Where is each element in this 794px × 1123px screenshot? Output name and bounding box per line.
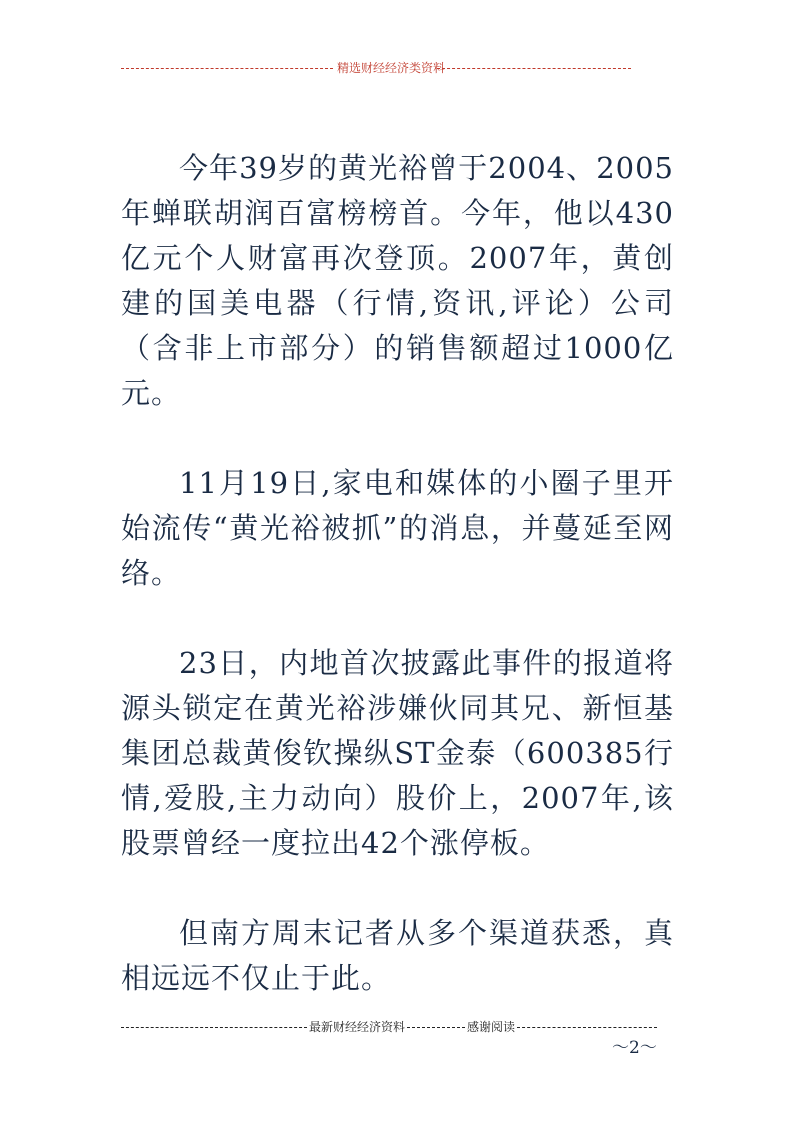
paragraph-1: 今年39岁的黄光裕曾于2004、2005年蝉联胡润百富榜榜首。今年，他以430亿元个人财富再次登顶。2007年，黄创建的国美电器（行情,资讯,评论）公司（含非上市部分）的销售额超过1000亿元。 <box>121 151 674 410</box>
paragraph-4: 但南方周末记者从多个渠道获悉，真相远远不仅止于此。 <box>121 916 674 995</box>
document-body <box>121 146 674 1001</box>
footer-right-text: 感谢阅读 <box>467 1020 516 1034</box>
footer-left-text: 最新财经经济资料 <box>309 1020 406 1034</box>
page-number: ～2～ <box>612 1038 657 1058</box>
page-header <box>121 60 631 76</box>
footer-rule-right <box>517 1027 657 1028</box>
footer-rule-middle <box>407 1027 465 1028</box>
header-rule-right <box>437 68 631 69</box>
paragraph-3: 23日，内地首次披露此事件的报道将源头锁定在黄光裕涉嫌伙同其兄、新恒基集团总裁黄俊钦操纵ST金泰（600385行情,爱股,主力动向）股价上，2007年,该股票曾经一度拉出42个涨停板。 <box>121 646 674 860</box>
header-text: 精选财经经济类资料 <box>337 61 446 75</box>
page-footer <box>121 1019 657 1035</box>
header-rule-left <box>121 68 333 69</box>
footer-rule-left <box>121 1027 307 1028</box>
paragraph-2: 11月19日,家电和媒体的小圈子里开始流传“黄光裕被抓”的消息，并蔓延至网络。 <box>121 466 674 590</box>
